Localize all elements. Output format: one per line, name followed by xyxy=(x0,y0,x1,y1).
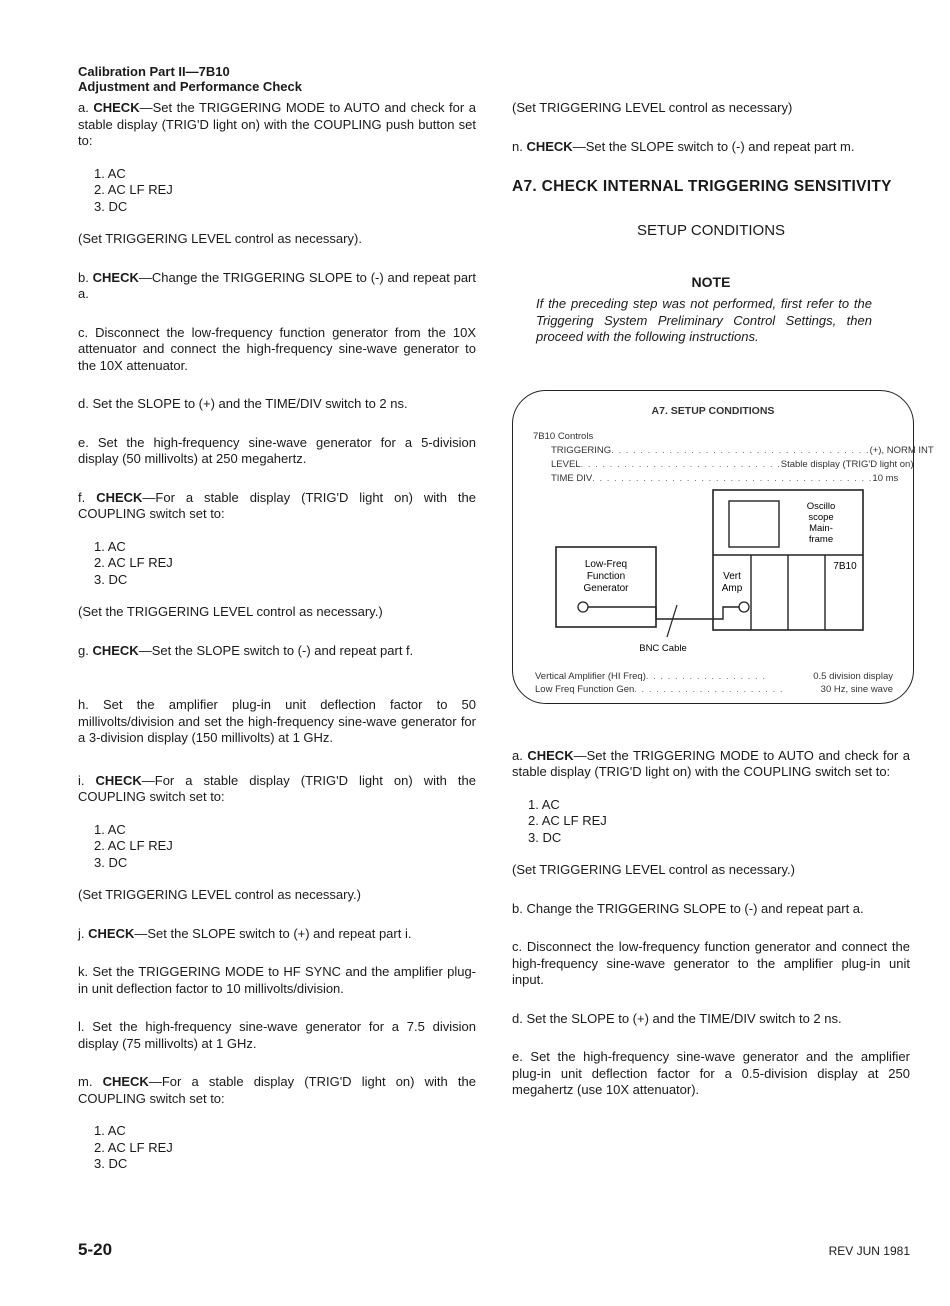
list-item: 1. AC xyxy=(528,796,560,812)
bottom-setting-row: Low Freq Function Gen . . . . . . . . . . . . . . . . . . . . . 30 Hz, sine wave xyxy=(535,683,893,695)
page-header xyxy=(78,64,302,94)
generator-label-1: Low-Freq xyxy=(584,558,628,570)
right-step-a: a. CHECK—Set the TRIGGERING MODE to AUTO and check for a stable display (TRIG'D light on) with the COUPLING switch set to: xyxy=(512,747,910,779)
oscilloscope-label-1: Oscillo xyxy=(806,500,836,512)
list-item: 2. AC LF REJ xyxy=(94,838,173,853)
list-item: 1. AC xyxy=(94,165,126,181)
control-row: TIME DIV . . . . . . . . . . . . . . . . . . . . . . . . . . . . . . . . . . . . . . . 10 ms xyxy=(551,472,899,484)
step-k: k. Set the TRIGGERING MODE to HF SYNC and the amplifier plug-in unit deflection factor to 10 millivolts/division. xyxy=(78,964,476,996)
list-item: 1. AC xyxy=(94,1123,126,1138)
bottom-setting-row: Vertical Amplifier (HI Freq) . . . . . . . . . . . . . . . . . 0.5 division display xyxy=(535,670,893,682)
generator-label-3: Generator xyxy=(583,582,629,594)
coupling-list xyxy=(94,539,476,589)
setup-conditions-box xyxy=(512,390,934,704)
vert-amp-label-2: Amp xyxy=(721,582,743,594)
step-m: m. CHECK—For a stable display (TRIG'D light on) with the COUPLING switch set to: xyxy=(78,1074,476,1106)
controls-heading: 7B10 Controls xyxy=(533,430,594,442)
coupling-list xyxy=(94,1123,476,1173)
step-d: d. Set the SLOPE to (+) and the TIME/DIV switch to 2 ns. xyxy=(78,396,408,411)
header-line-2: Adjustment and Performance Check xyxy=(78,79,302,94)
right-step-a-note: (Set TRIGGERING LEVEL control as necessary.) xyxy=(512,862,795,877)
list-item: 2. AC LF REJ xyxy=(94,1139,173,1155)
revision-date: REV JUN 1981 xyxy=(828,1244,910,1258)
oscilloscope-label-3: Main- xyxy=(809,522,833,534)
control-row: TRIGGERING . . . . . . . . . . . . . . . . . . . . . . . . . . . . . . . . . . . . (+), NORM INT xyxy=(551,444,934,456)
coupling-list xyxy=(94,822,476,872)
step-l: l. Set the high-frequency sine-wave generator for a 7.5 division display (75 millivolts) at 1 GHz. xyxy=(78,1019,476,1051)
right-step-d: d. Set the SLOPE to (+) and the TIME/DIV switch to 2 ns. xyxy=(512,1010,842,1026)
step-j: j. CHECK—Set the SLOPE switch to (+) and repeat part i. xyxy=(78,925,412,941)
list-item: 1. AC xyxy=(94,538,126,554)
section-title: A7. CHECK INTERNAL TRIGGERING SENSITIVITY xyxy=(512,178,892,195)
coupling-list xyxy=(94,166,476,216)
oscilloscope-label-2: scope xyxy=(808,511,834,523)
step-e: e. Set the high-frequency sine-wave generator for a 5-division display (50 millivolts) at 250 megahertz. xyxy=(78,434,476,466)
setup-box-title: A7. SETUP CONDITIONS xyxy=(651,404,775,417)
right-step-e: e. Set the high-frequency sine-wave generator and the amplifier plug-in unit deflection factor for a 0.5-division display at 250 megahertz (use 10X attenuator). xyxy=(512,1049,910,1097)
top-note: (Set TRIGGERING LEVEL control as necessary) xyxy=(512,100,793,115)
step-c: c. Disconnect the low-frequency function generator from the 10X attenuator and connect the high-frequency sine-wave generator to the 10X attenuator. xyxy=(78,324,476,373)
control-row: LEVEL . . . . . . . . . . . . . . . . . . . . . . . . . . . . Stable display (TRIG'D light on) xyxy=(551,458,914,470)
right-column xyxy=(512,100,934,1121)
step-g: g. CHECK—Set the SLOPE switch to (-) and repeat part f. xyxy=(78,642,414,658)
header-line-1: Calibration Part II—7B10 xyxy=(78,64,230,79)
page-number: 5-20 xyxy=(78,1240,113,1259)
step-b: b. CHECK—Change the TRIGGERING SLOPE to (-) and repeat part a. xyxy=(78,269,476,301)
list-item: 2. AC LF REJ xyxy=(94,182,173,197)
step-i-note: (Set TRIGGERING LEVEL control as necessary.) xyxy=(78,887,361,902)
list-item: 3. DC xyxy=(528,829,562,845)
setup-heading: SETUP CONDITIONS xyxy=(636,222,786,239)
coupling-list xyxy=(528,797,910,847)
crt-screen xyxy=(729,501,779,547)
right-step-c: c. Disconnect the low-frequency function generator and connect the high-frequency sine-wave generator to the amplifier plug-in unit input. xyxy=(512,939,910,987)
generator-label-2: Function xyxy=(586,570,626,582)
step-i: i. CHECK—For a stable display (TRIG'D light on) with the COUPLING switch set to: xyxy=(78,772,476,804)
right-step-b: b. Change the TRIGGERING SLOPE to (-) and repeat part a. xyxy=(512,900,864,916)
list-item: 3. DC xyxy=(94,854,128,870)
step-f: f. CHECK—For a stable display (TRIG'D light on) with the COUPLING switch set to: xyxy=(78,489,476,521)
oscilloscope-label-4: frame xyxy=(808,533,834,545)
step-n: n. CHECK—Set the SLOPE switch to (-) and repeat part m. xyxy=(512,138,855,154)
left-column xyxy=(78,100,476,1189)
note-body: If the preceding step was not performed, first refer to the Triggering System Preliminary Control Settings, then proceed with the following instructions. xyxy=(536,296,872,344)
step-f-note: (Set the TRIGGERING LEVEL control as necessary.) xyxy=(78,604,383,619)
list-item: 3. DC xyxy=(94,1156,128,1171)
bnc-cable xyxy=(588,607,739,619)
setup-diagram xyxy=(553,487,873,657)
note-title: NOTE xyxy=(691,273,731,290)
list-item: 3. DC xyxy=(94,571,128,587)
step-a-note: (Set TRIGGERING LEVEL control as necessary). xyxy=(78,231,362,246)
step-h: h. Set the amplifier plug-in unit deflection factor to 50 millivolts/division and set the high-frequency sine-wave generator for a 3-division display (150 millivolts) at 1 GHz. xyxy=(78,697,476,745)
list-item: 3. DC xyxy=(94,198,128,214)
list-item: 2. AC LF REJ xyxy=(528,813,607,828)
step-a: a. CHECK—Set the TRIGGERING MODE to AUTO and check for a stable display (TRIG'D light on) with the COUPLING push button set to: xyxy=(78,100,476,148)
plugin-label: 7B10 xyxy=(833,560,857,572)
list-item: 1. AC xyxy=(94,821,126,837)
bnc-cable-label: BNC Cable xyxy=(639,642,687,654)
vert-amp-label-1: Vert xyxy=(723,570,741,582)
list-item: 2. AC LF REJ xyxy=(94,555,173,570)
